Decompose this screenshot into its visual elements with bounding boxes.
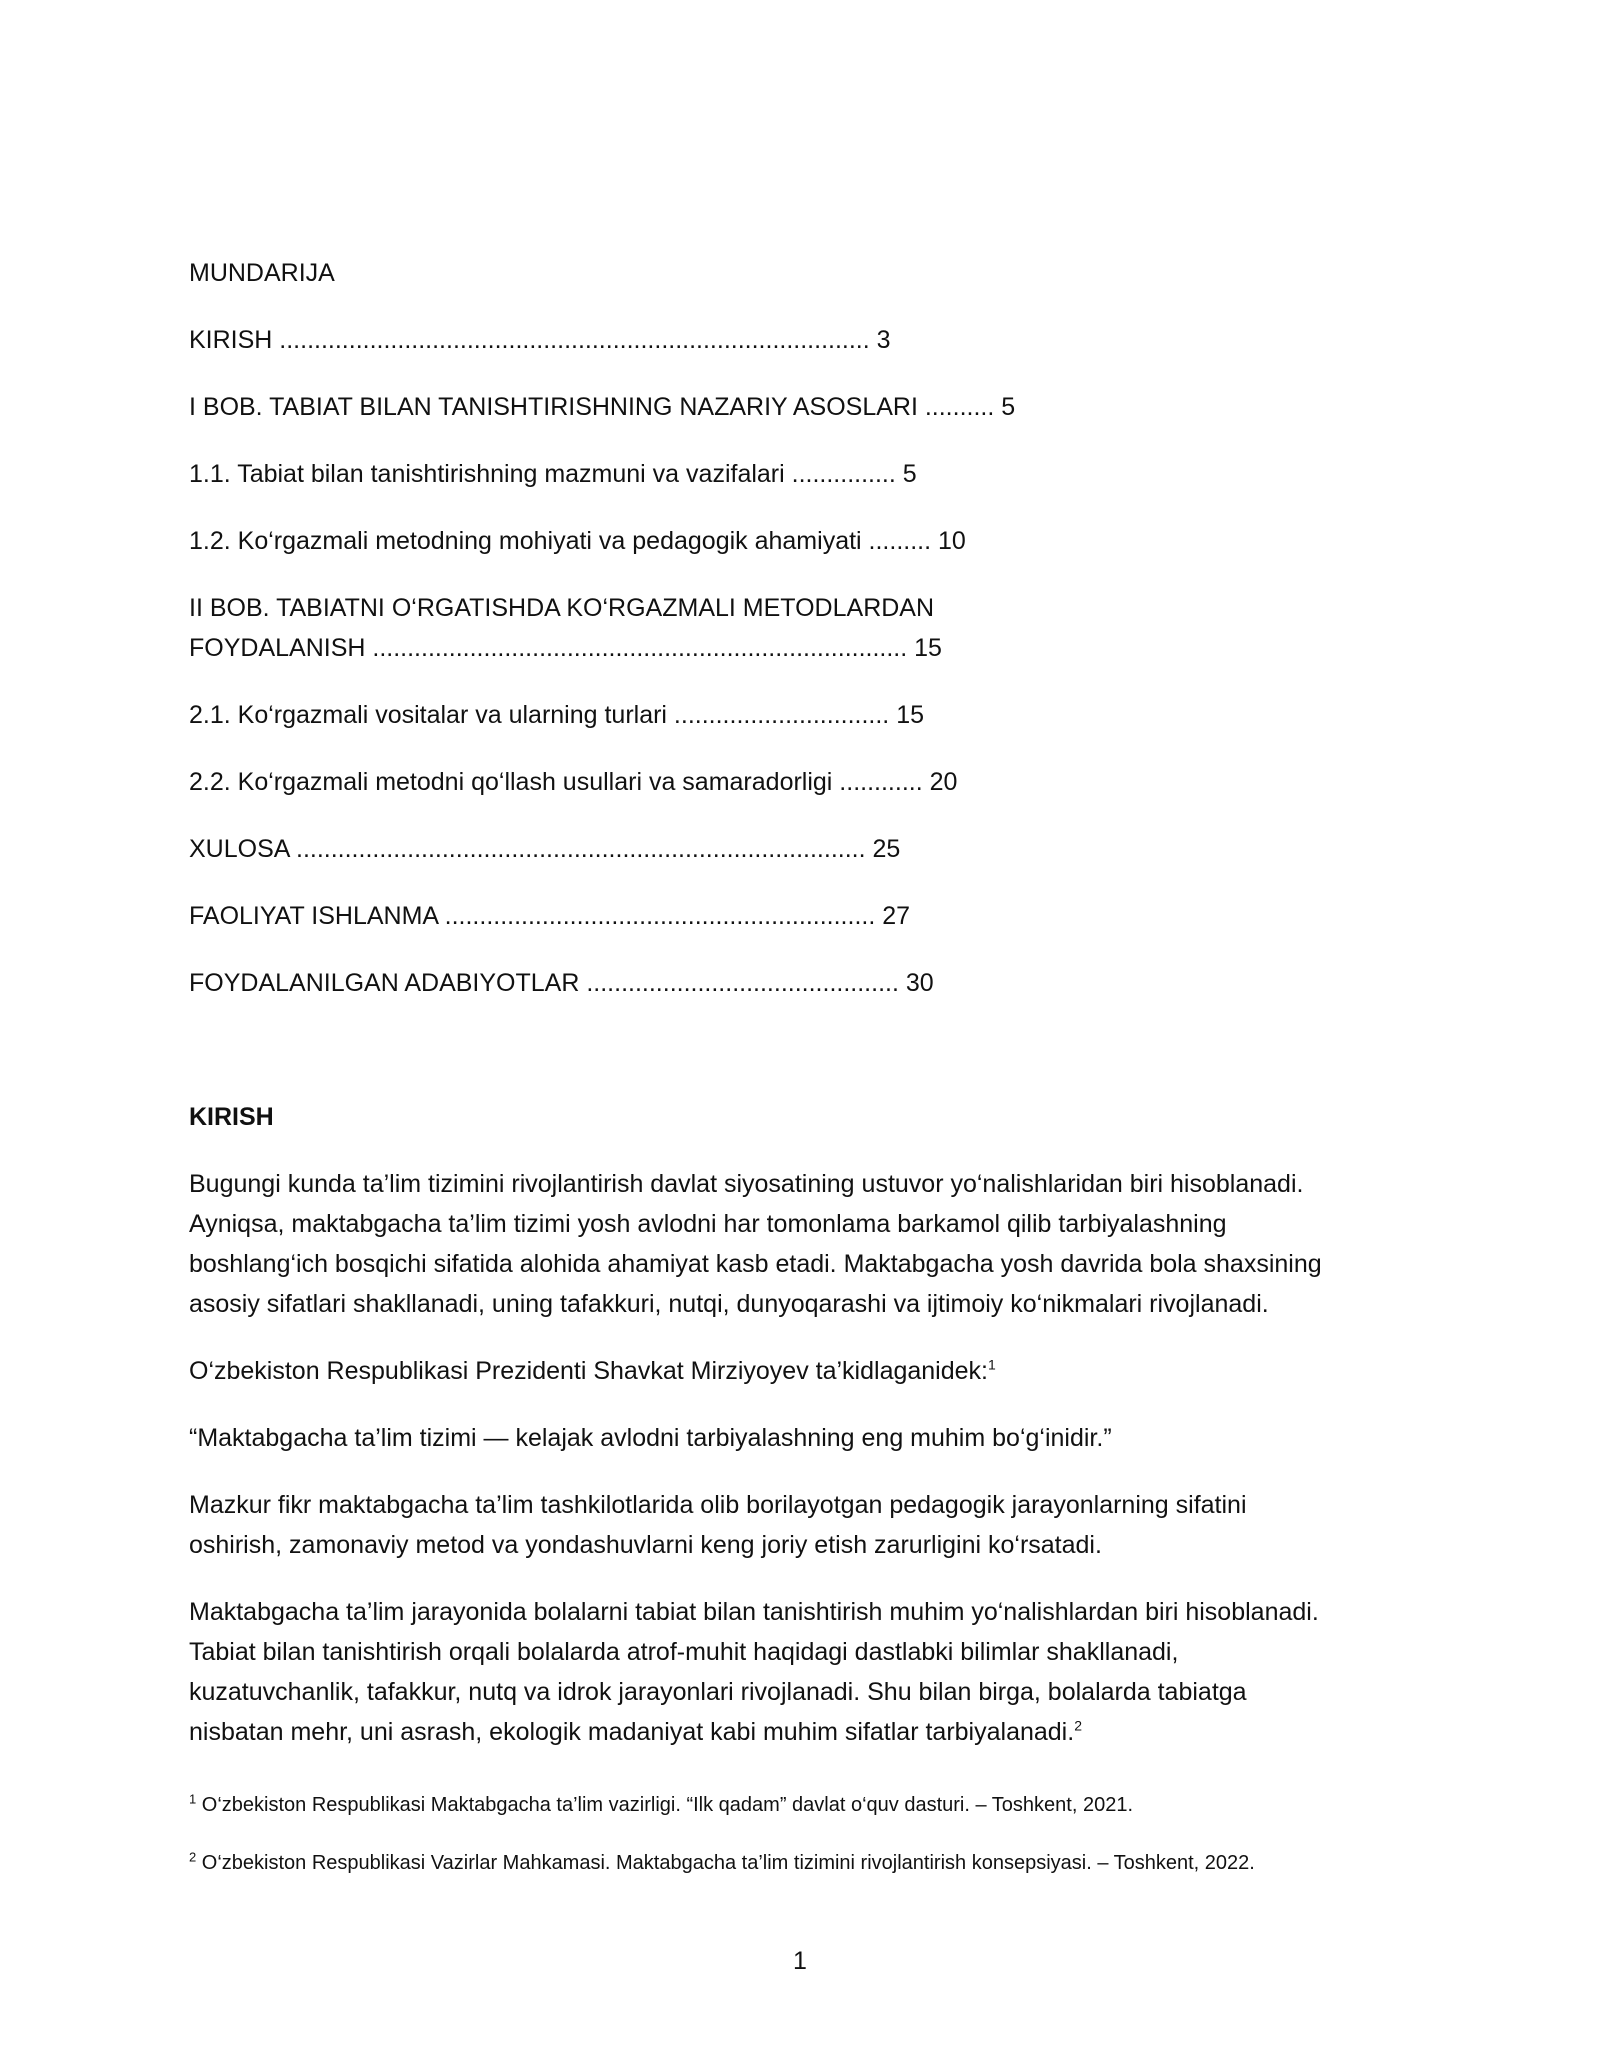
paragraph-line: Bugungi kunda ta’lim tizimini rivojlantirish davlat siyosatining ustuvor yo‘nalishlaridan biri hisoblanadi. xyxy=(189,1170,1304,1198)
footnote-2 xyxy=(189,1847,1419,1879)
toc-entry-chapter-2-line-2: FOYDALANISH ............................................................................. 15 xyxy=(189,634,942,662)
paragraph-line: oshirish, zamonaviy metod va yondashuvlarni keng joriy etish zarurligini ko‘rsatadi. xyxy=(189,1531,1102,1559)
intro-paragraph-5 xyxy=(189,1592,1419,1752)
intro-quote: “Maktabgacha ta’lim tizimi — kelajak avlodni tarbiyalashning eng muhim bo‘g‘inidir.” xyxy=(189,1424,1112,1452)
table-of-contents xyxy=(189,320,1419,1003)
paragraph-line: Mazkur fikr maktabgacha ta’lim tashkilotlarida olib borilayotgan pedagogik jarayonlarning sifatini xyxy=(189,1491,1247,1519)
intro-paragraph-1 xyxy=(189,1164,1419,1324)
page-content xyxy=(189,253,1419,1905)
footnote-mark: 2 xyxy=(189,1849,197,1865)
footnotes xyxy=(189,1789,1419,1879)
toc-entry-section-2-1: 2.1. Ko‘rgazmali vositalar va ularning turlari ............................... 15 xyxy=(189,701,925,729)
toc-entry-adabiyotlar: FOYDALANILGAN ADABIYOTLAR ............................................. 30 xyxy=(189,969,934,997)
toc-entry-chapter-2 xyxy=(189,588,1419,668)
footnote-reference-2: 2 xyxy=(1074,1717,1082,1734)
intro-paragraph-2 xyxy=(189,1351,1419,1391)
toc-entry-chapter-1: I BOB. TABIAT BILAN TANISHTIRISHNING NAZARIY ASOSLARI .......... 5 xyxy=(189,393,1016,421)
toc-entry-faoliyat-ishlanma: FAOLIYAT ISHLANMA .............................................................. 27 xyxy=(189,902,911,930)
toc-entry-xulosa: XULOSA .................................................................................. 25 xyxy=(189,835,901,863)
toc-heading: MUNDARIJA xyxy=(189,259,335,287)
toc-entry-kirish: KIRISH ..................................................................................... 3 xyxy=(189,326,891,354)
footnote-mark: 1 xyxy=(189,1791,197,1807)
paragraph-line: kuzatuvchanlik, tafakkur, nutq va idrok jarayonlari rivojlanadi. Shu bilan birga, bolalarda tabiatga xyxy=(189,1678,1247,1706)
paragraph-line: Tabiat bilan tanishtirish orqali bolalarda atrof-muhit haqidagi dastlabki bilimlar shakllanadi, xyxy=(189,1638,1179,1666)
footnote-text: O‘zbekiston Respublikasi Vazirlar Mahkamasi. Maktabgacha ta’lim tizimini rivojlantirish konsepsiyasi. – Toshkent, 2022. xyxy=(201,1852,1255,1874)
toc-entry-section-1-1: 1.1. Tabiat bilan tanishtirishning mazmuni va vazifalari ............... 5 xyxy=(189,460,917,488)
toc-entry-chapter-2-line-1: II BOB. TABIATNI O‘RGATISHDA KO‘RGAZMALI METODLARDAN xyxy=(189,594,935,622)
intro-paragraph-4 xyxy=(189,1485,1419,1565)
toc-entry-section-2-2: 2.2. Ko‘rgazmali metodni qo‘llash usullari va samaradorligi ............ 20 xyxy=(189,768,958,796)
page-number: 1 xyxy=(793,1947,807,1975)
section-title-kirish: KIRISH xyxy=(189,1103,274,1131)
paragraph-line-last xyxy=(189,1712,1419,1752)
paragraph-text: O‘zbekiston Respublikasi Prezidenti Shavkat Mirziyoyev ta’kidlaganidek: xyxy=(189,1357,988,1385)
toc-entry-section-1-2: 1.2. Ko‘rgazmali metodning mohiyati va pedagogik ahamiyati ......... 10 xyxy=(189,527,966,555)
paragraph-line: asosiy sifatlari shakllanadi, uning tafakkuri, nutqi, dunyoqarashi va ijtimoiy ko‘nikmalari rivojlanadi. xyxy=(189,1290,1269,1318)
paragraph-text: nisbatan mehr, uni asrash, ekologik madaniyat kabi muhim sifatlar tarbiyalanadi. xyxy=(189,1718,1075,1746)
footnote-1 xyxy=(189,1789,1419,1821)
paragraph-line: Ayniqsa, maktabgacha ta’lim tizimi yosh avlodni har tomonlama barkamol qilib tarbiyalashning xyxy=(189,1210,1227,1238)
footnote-reference-1: 1 xyxy=(988,1356,996,1373)
paragraph-line: Maktabgacha ta’lim jarayonida bolalarni tabiat bilan tanishtirish muhim yo‘nalishlardan biri hisoblanadi. xyxy=(189,1598,1319,1626)
paragraph-line: boshlang‘ich bosqichi sifatida alohida ahamiyat kasb etadi. Maktabgacha yosh davrida bola shaxsining xyxy=(189,1250,1322,1278)
footnote-text: O‘zbekiston Respublikasi Maktabgacha ta’lim vazirligi. “Ilk qadam” davlat o‘quv dasturi. – Toshkent, 2021. xyxy=(201,1794,1133,1816)
